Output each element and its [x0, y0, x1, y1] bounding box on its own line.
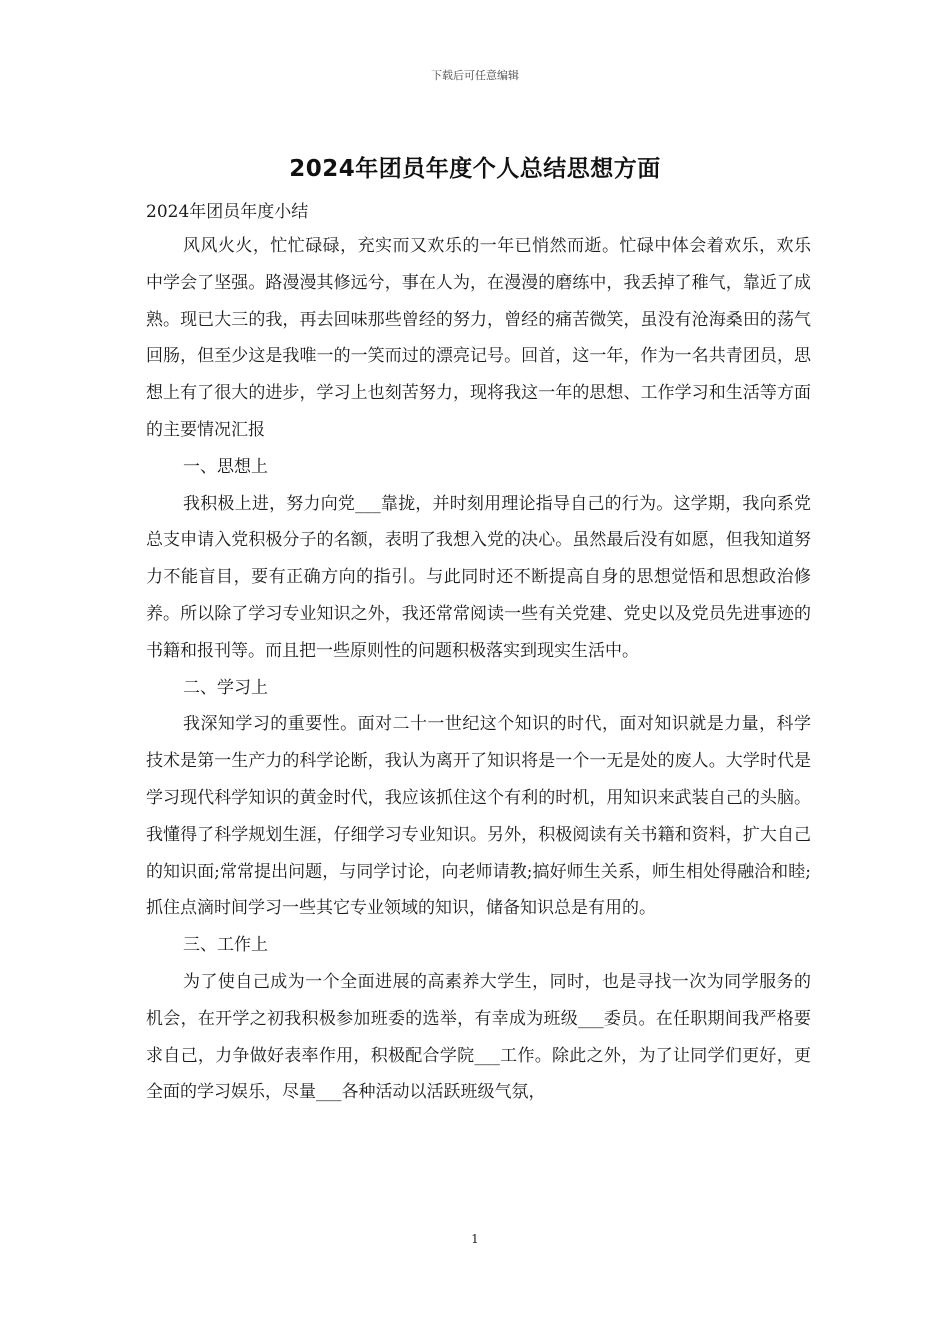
document-subtitle: 2024年团员年度小结 [146, 202, 309, 222]
document-title: 2024年团员年度个人总结思想方面 [289, 156, 661, 182]
section-heading-thought: 一、思想上 [183, 456, 268, 477]
paragraph-work: 为了使自己成为一个全面进展的高素养大学生，同时，也是寻找一次为同学服务的机会，在开学之初我积极参加班委的选举，有幸成为班级___委员。在任职期间我严格要求自己，力争做好表率作用，积极配合学院___工作。除此之外，为了让同学们更好，更全面的学习娱乐，尽量___各种活动以活跃班级气氛， [146, 971, 811, 1103]
paragraph-thought: 我积极上进，努力向党___靠拢，并时刻用理论指导自己的行为。这学期，我向系党总支申请入党积极分子的名额，表明了我想入党的决心。虽然最后没有如愿，但我知道努力不能盲目，要有正确方向的指引。与此同时还不断提高自身的思想觉悟和思想政治修养。所以除了学习专业知识之外，我还常常阅读一些有关党建、党史以及党员先进事迹的书籍和报刊等。而且把一些原则性的问题积极落实到现实生活中。 [146, 493, 811, 661]
section-heading-study: 二、学习上 [183, 677, 268, 698]
page-number: 1 [471, 1232, 479, 1246]
section-heading-work: 三、工作上 [183, 935, 268, 956]
paragraph-intro: 风风火火，忙忙碌碌，充实而又欢乐的一年已悄然而逝。忙碌中体会着欢乐，欢乐中学会了坚强。路漫漫其修远兮，事在人为，在漫漫的磨练中，我丢掉了稚气，靠近了成熟。现已大三的我，再去回味那些曾经的努力，曾经的痛苦微笑，虽没有沧海桑田的荡气回肠，但至少这是我唯一的一笑而过的漂亮记号。回首，这一年，作为一名共青团员，思想上有了很大的进步，学习上也刻苦努力，现将我这一年的思想、工作学习和生活等方面的主要情况汇报 [146, 236, 811, 440]
document-body [146, 196, 811, 1111]
header-note: 下载后可任意编辑 [431, 69, 519, 82]
paragraph-study: 我深知学习的重要性。面对二十一世纪这个知识的时代，面对知识就是力量，科学技术是第一生产力的科学论断，我认为离开了知识将是一个一无是处的废人。大学时代是学习现代科学知识的黄金时代，我应该抓住这个有利的时机，用知识来武装自己的头脑。我懂得了科学规划生涯，仔细学习专业知识。另外，积极阅读有关书籍和资料，扩大自己的知识面;常常提出问题，与同学讨论，向老师请教;搞好师生关系，师生相处得融洽和睦;抓住点滴时间学习一些其它专业领域的知识，储备知识总是有用的。 [146, 714, 811, 919]
